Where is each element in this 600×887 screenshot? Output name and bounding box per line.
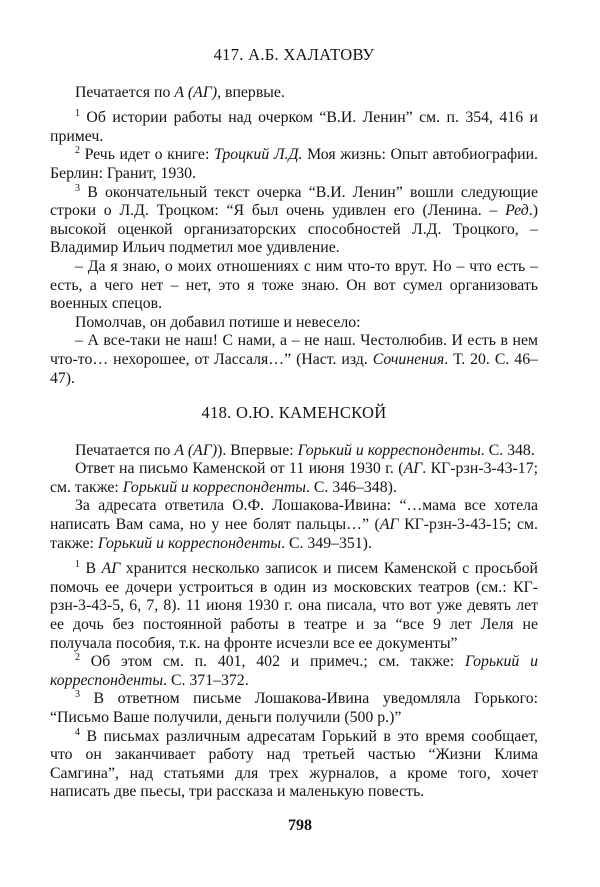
footnote-1: $^1$ В АГ хранится несколько записок и писем Каменской с просьбой помочь ее дочери устроиться в один из московских театров (см.: КГ-рзн-3-43-5, 6, 7, 8). 11 июня 1930 г. она писала, что вот уже девять лет ее дочь без постоянной работы в театре и за “все 9 лет Леля не получала пособия, т.к. на фронте исчезли все ее документы” [50,559,538,652]
source-note: Печатается по А (АГ)). Впервые: Горький и корреспонденты. С. 348. [75,441,535,459]
footnote-3: $^3$ В ответном письме Лошакова-Ивина уведомляла Горького: “Письмо Ваше получили, деньги получили (500 р.)” [50,689,538,726]
source-note: За адресата ответила О.Ф. Лошакова-Ивина: “…мама все хотела написать Вам сама, но у нее болят пальцы…” (АГ КГ-рзн-3-43-15; см. также: Горький и корреспонденты. С. 349–351). [50,497,539,552]
section-title: 417. А.Б. ХАЛАТОВУ [213,45,375,64]
section-paragraphs [50,84,538,389]
section-title: 418. О.Ю. КАМЕНСКОЙ [201,403,387,423]
section-letter-417 [50,46,538,388]
footnote-1: $^1$ Об истории работы над очерком “В.И. Ленин” см. п. 354, 416 и примеч. [50,108,538,145]
quoted-dialogue: Помолчав, он добавил потише и невесело: [75,313,361,331]
footnote-marker: 2 [75,145,80,157]
source-note: Ответ на письмо Каменской от 11 июня 1930 г. (АГ. КГ-рзн-3-43-17; см. также: Горький и корреспонденты. С. 346–348). [50,460,538,496]
section-paragraphs [50,442,538,802]
footnote-marker: 3 [75,182,80,194]
footnote-2: $^2$ Речь идет о книге: Троцкий Л.Д. Моя жизнь: Опыт автобиографии. Берлин: Гранит, 1930. [50,145,538,182]
footnote-3: $^3$ В окончательный текст очерка “В.И. Ленин” вошли следующие строки о Л.Д. Троцком: “Я был очень удивлен его (Ленина. – Ред.) высокой оценкой организаторских способностей Л.Д. Троцкого, – Владимир Ильич подметил мое удивление. [50,182,538,257]
footnote-marker: 4 [75,726,80,738]
footnote-marker: 1 [75,559,80,571]
quoted-dialogue: – А все-таки не наш! С нами, а – не наш. Честолюбив. И есть в нем что-то… нехорошее, от Лассаля…” (Наст. изд. Сочинения. Т. 20. С. 46–47). [50,332,538,387]
page-number: 798 [288,817,312,834]
section-letter-418 [50,404,538,802]
footnote-4: $^4$ В письмах различным адресатам Горький в это время сообщает, что он заканчивает работу над третьей частью “Жизни Клима Самгина”, над статьями для трех журналов, а кроме того, хочет написать две пьесы, три рассказа и маленькую повесть. [50,726,538,801]
footnote-marker: 3 [75,689,80,701]
footnote-marker: 1 [75,108,80,120]
quoted-dialogue: – Да я знаю, о моих отношениях с ним что-то врут. Но – что есть – есть, а чего нет – нет, это я тоже знаю. Он вот сумел организовать военных спецов. [50,257,538,313]
footnote-marker: 2 [75,652,80,664]
source-note: Печатается по А (АГ), впервые. [75,83,285,101]
footnote-2: $^2$ Об этом см. п. 401, 402 и примеч.; см. также: Горький и корреспонденты. С. 371–372. [50,652,538,689]
